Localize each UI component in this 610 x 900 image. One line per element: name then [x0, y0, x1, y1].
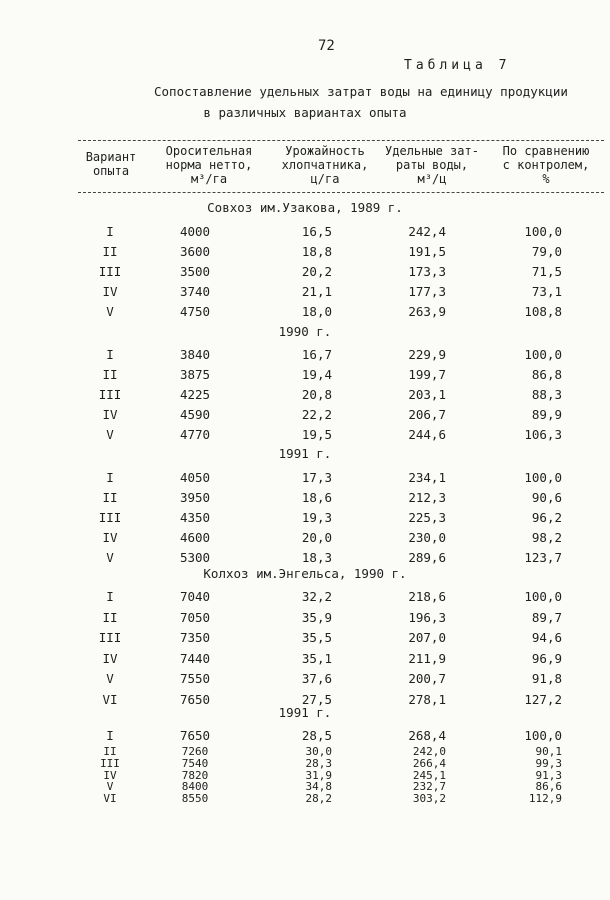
cell-water: 211,9 — [408, 650, 446, 666]
table-row — [0, 470, 610, 488]
cell-yield: 35,5 — [301, 630, 332, 646]
cell-compare: 94,6 — [531, 630, 562, 646]
cell-variant: III — [98, 387, 122, 402]
cell-norm: 7040 — [179, 589, 211, 604]
table-row — [0, 224, 610, 242]
table-row — [0, 651, 610, 669]
table-row — [0, 427, 610, 445]
cell-water: 289,6 — [408, 550, 446, 565]
cell-yield: 28,5 — [301, 728, 332, 743]
table-row — [0, 304, 610, 322]
cell-variant: III — [98, 630, 122, 646]
cell-water: 303,2 — [412, 792, 446, 806]
section-label: 1991 г. — [278, 446, 332, 461]
cell-norm: 8400 — [181, 780, 209, 794]
cell-water: 263,9 — [408, 304, 446, 319]
cell-norm: 3950 — [179, 490, 211, 505]
cell-water: 206,7 — [408, 407, 446, 422]
cell-variant: I — [106, 224, 114, 239]
cell-compare: 96,9 — [531, 650, 562, 666]
cell-yield: 18,0 — [301, 304, 332, 319]
cell-norm: 3740 — [179, 284, 211, 299]
cell-norm: 7650 — [179, 728, 211, 743]
cell-compare: 99,3 — [535, 756, 562, 770]
cell-compare: 108,8 — [524, 304, 562, 319]
table-row — [0, 367, 610, 385]
cell-water: 177,3 — [408, 284, 446, 299]
cell-water: 200,7 — [408, 671, 446, 687]
cell-norm: 7550 — [179, 671, 211, 687]
cell-compare: 79,0 — [531, 244, 562, 259]
cell-variant: V — [106, 427, 114, 442]
cell-water: 207,0 — [408, 630, 446, 646]
cell-yield: 32,2 — [301, 589, 332, 604]
cell-compare: 89,9 — [531, 407, 562, 422]
cell-variant: IV — [102, 407, 118, 422]
table-row — [0, 387, 610, 405]
cell-compare: 100,0 — [524, 347, 562, 362]
table-row — [0, 610, 610, 628]
cell-water: 229,9 — [408, 347, 446, 362]
table-row — [0, 490, 610, 508]
cell-yield: 22,2 — [301, 407, 332, 422]
cell-norm: 4770 — [179, 427, 211, 442]
cell-compare: 90,1 — [535, 745, 562, 758]
table-row — [0, 407, 610, 425]
cell-norm: 7540 — [181, 756, 209, 770]
header-yield: Урожайность хлопчатника, ц/га — [281, 144, 369, 186]
section-label: 1990 г. — [278, 324, 332, 339]
cell-compare: 86,6 — [535, 780, 562, 794]
cell-norm: 4750 — [179, 304, 211, 319]
cell-variant: III — [100, 756, 120, 770]
cell-variant: VI — [103, 792, 117, 806]
cell-water: 242,0 — [412, 745, 446, 758]
cell-yield: 21,1 — [301, 284, 332, 299]
cell-variant: V — [106, 304, 114, 319]
cell-variant: II — [102, 367, 118, 382]
cell-compare: 73,1 — [531, 284, 562, 299]
cell-norm: 4000 — [179, 224, 211, 239]
cell-compare: 71,5 — [531, 264, 562, 279]
cell-water: 245,1 — [412, 768, 446, 782]
cell-yield: 18,3 — [301, 550, 332, 565]
cell-yield: 30,0 — [305, 745, 332, 758]
cell-variant: V — [106, 550, 114, 565]
cell-norm: 4600 — [179, 530, 211, 545]
cell-variant: IV — [102, 650, 118, 666]
table-row — [0, 284, 610, 302]
table-row — [0, 347, 610, 365]
cell-compare: 89,7 — [531, 609, 562, 625]
cell-water: 212,3 — [408, 490, 446, 505]
cell-norm: 3600 — [179, 244, 211, 259]
cell-variant: I — [106, 589, 114, 604]
cell-water: 278,1 — [408, 692, 446, 707]
cell-water: 191,5 — [408, 244, 446, 259]
table-title-line1: Сопоставление удельных затрат воды на единицу продукции — [154, 84, 568, 99]
section-label: Колхоз им.Энгельса, 1990 г. — [203, 566, 407, 581]
cell-compare: 86,8 — [531, 367, 562, 382]
cell-compare: 106,3 — [524, 427, 562, 442]
cell-water: 244,6 — [408, 427, 446, 442]
cell-norm: 4225 — [179, 387, 211, 402]
cell-compare: 100,0 — [524, 470, 562, 485]
cell-compare: 90,6 — [531, 490, 562, 505]
cell-norm: 7260 — [181, 745, 209, 758]
header-compare: По сравнению с контролем, % — [502, 144, 590, 186]
cell-variant: III — [98, 264, 122, 279]
cell-compare: 123,7 — [524, 550, 562, 565]
cell-variant: IV — [102, 530, 118, 545]
table-row — [0, 264, 610, 282]
cell-compare: 88,3 — [531, 387, 562, 402]
cell-yield: 16,5 — [301, 224, 332, 239]
cell-yield: 20,2 — [301, 264, 332, 279]
cell-norm: 4050 — [179, 470, 211, 485]
cell-norm: 3840 — [179, 347, 211, 362]
cell-variant: I — [106, 470, 114, 485]
cell-water: 234,1 — [408, 470, 446, 485]
table-label: Таблица 7 — [404, 58, 511, 73]
cell-yield: 18,8 — [301, 244, 332, 259]
cell-variant: I — [106, 728, 114, 743]
table-row — [0, 746, 610, 758]
cell-variant: V — [106, 780, 114, 794]
cell-yield: 37,6 — [301, 671, 332, 687]
cell-variant: II — [102, 490, 118, 505]
cell-water: 199,7 — [408, 367, 446, 382]
cell-compare: 96,2 — [531, 510, 562, 525]
table-row — [0, 728, 610, 746]
cell-compare: 112,9 — [528, 792, 562, 806]
cell-compare: 98,2 — [531, 530, 562, 545]
cell-variant: II — [102, 609, 118, 625]
header-top-rule — [78, 140, 604, 141]
header-variant: Вариант опыта — [85, 150, 137, 178]
cell-variant: II — [102, 244, 118, 259]
page-number: 72 — [318, 38, 335, 54]
cell-norm: 4590 — [179, 407, 211, 422]
cell-water: 268,4 — [408, 728, 446, 743]
table-row — [0, 589, 610, 607]
cell-yield: 19,3 — [301, 510, 332, 525]
cell-norm: 7050 — [179, 609, 211, 625]
cell-variant: III — [98, 510, 122, 525]
table-row — [0, 244, 610, 262]
table-row — [0, 630, 610, 648]
cell-yield: 20,0 — [301, 530, 332, 545]
cell-yield: 17,3 — [301, 470, 332, 485]
cell-water: 218,6 — [408, 589, 446, 604]
cell-yield: 19,4 — [301, 367, 332, 382]
section-label: Совхоз им.Узакова, 1989 г. — [207, 200, 403, 215]
cell-variant: V — [106, 671, 114, 687]
cell-compare: 91,8 — [531, 671, 562, 687]
cell-compare: 100,0 — [524, 224, 562, 239]
cell-yield: 34,8 — [305, 780, 332, 794]
cell-water: 266,4 — [412, 756, 446, 770]
table-row — [0, 671, 610, 689]
cell-yield: 31,9 — [305, 768, 332, 782]
cell-water: 203,1 — [408, 387, 446, 402]
cell-compare: 127,2 — [524, 692, 562, 707]
table-title-line2: в различных вариантах опыта — [203, 105, 407, 120]
cell-compare: 100,0 — [524, 589, 562, 604]
table-row — [0, 510, 610, 528]
header-water: Удельные зат- раты воды, м³/ц — [385, 144, 479, 186]
cell-compare: 91,3 — [535, 768, 562, 782]
cell-yield: 28,3 — [305, 756, 332, 770]
cell-water: 173,3 — [408, 264, 446, 279]
cell-yield: 28,2 — [305, 792, 332, 806]
cell-variant: II — [103, 745, 117, 758]
cell-yield: 35,1 — [301, 650, 332, 666]
cell-water: 230,0 — [408, 530, 446, 545]
cell-norm: 8550 — [181, 792, 209, 806]
cell-water: 242,4 — [408, 224, 446, 239]
table-row — [0, 781, 610, 793]
cell-yield: 27,5 — [301, 692, 332, 707]
cell-norm: 3875 — [179, 367, 211, 382]
cell-compare: 100,0 — [524, 728, 562, 743]
cell-yield: 19,5 — [301, 427, 332, 442]
cell-water: 232,7 — [412, 780, 446, 794]
cell-variant: IV — [102, 284, 118, 299]
table-row — [0, 758, 610, 770]
section-label: 1991 г. — [278, 705, 332, 720]
cell-norm: 4350 — [179, 510, 211, 525]
header-bottom-rule — [78, 192, 604, 193]
cell-norm: 7820 — [181, 768, 209, 782]
cell-norm: 7650 — [179, 692, 211, 707]
table-row — [0, 770, 610, 782]
cell-yield: 18,6 — [301, 490, 332, 505]
table-row — [0, 793, 610, 805]
cell-norm: 7350 — [179, 630, 211, 646]
cell-variant: IV — [103, 768, 117, 782]
cell-water: 225,3 — [408, 510, 446, 525]
cell-norm: 3500 — [179, 264, 211, 279]
table-row — [0, 530, 610, 548]
cell-yield: 20,8 — [301, 387, 332, 402]
cell-norm: 5300 — [179, 550, 211, 565]
cell-norm: 7440 — [179, 650, 211, 666]
cell-water: 196,3 — [408, 609, 446, 625]
cell-yield: 16,7 — [301, 347, 332, 362]
cell-yield: 35,9 — [301, 609, 332, 625]
cell-variant: I — [106, 347, 114, 362]
header-norm: Оросительная норма нетто, м³/га — [165, 144, 253, 186]
cell-variant: VI — [102, 692, 118, 707]
